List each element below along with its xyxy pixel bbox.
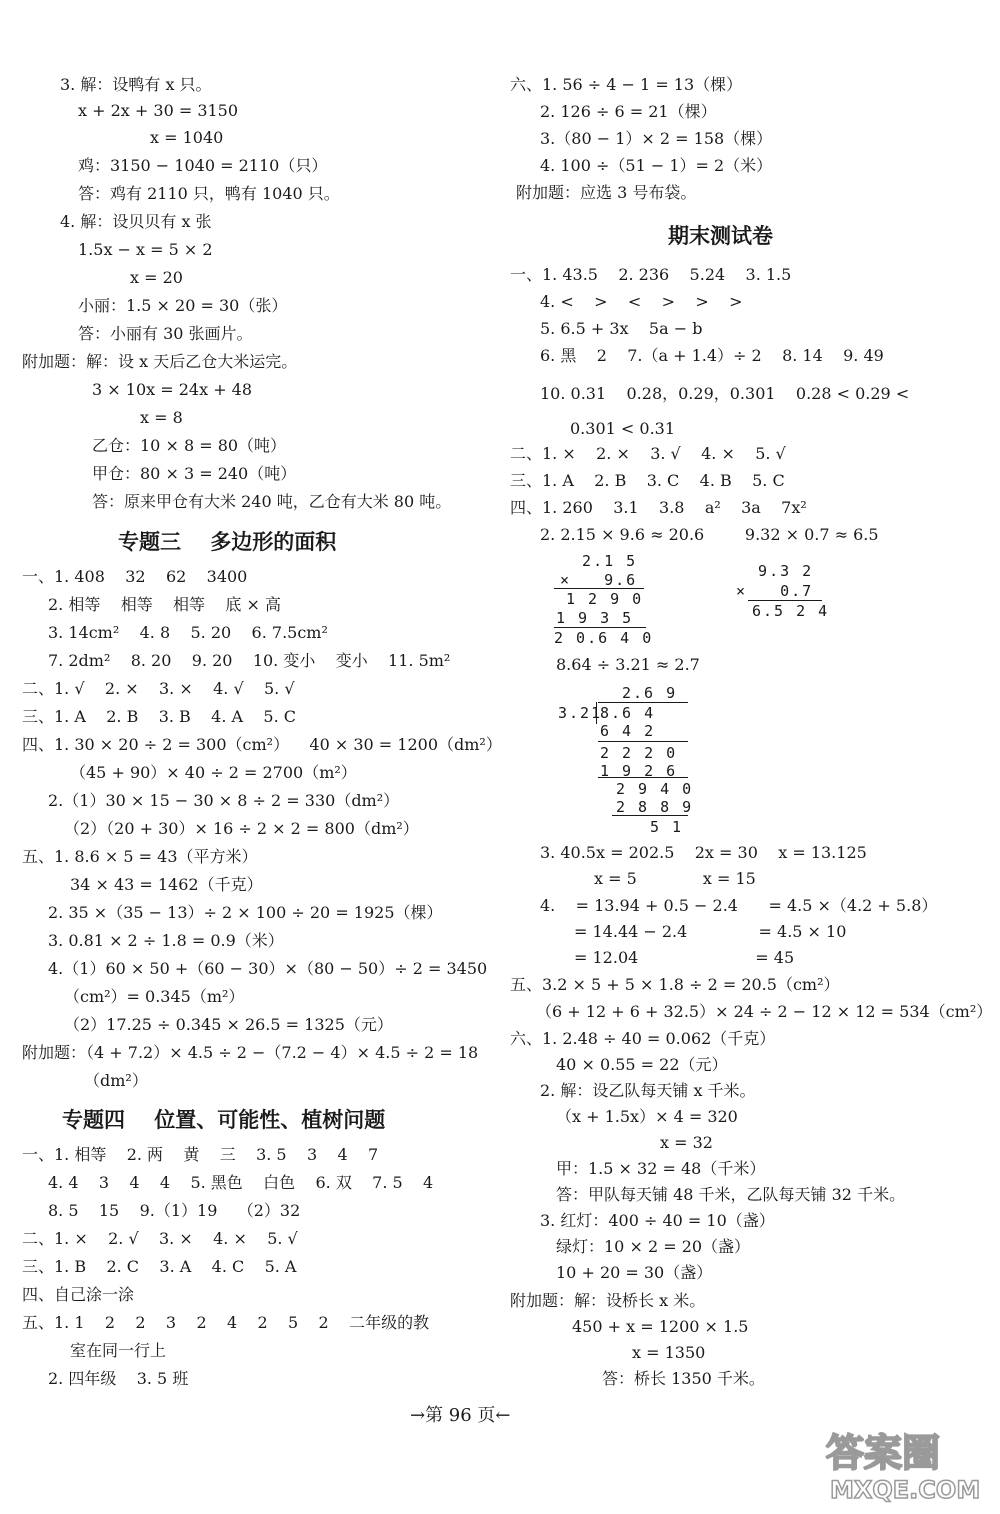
answer-line: 二、1. × 2. √ 3. × 4. × 5. √ bbox=[22, 1229, 298, 1248]
answer-line: 3. 解：设鸭有 x 只。 bbox=[60, 75, 212, 94]
answer-line: 五、1. 8.6 × 5 = 43（平方米） bbox=[22, 847, 258, 866]
answer-line: 450 + x = 1200 × 1.5 bbox=[572, 1317, 749, 1336]
answer-line: 绿灯：10 × 2 = 20（盏） bbox=[556, 1237, 751, 1256]
answer-line: 4. 100 ÷（51 − 1）= 2（米） bbox=[540, 156, 773, 175]
answer-line: 5. 6.5 + 3x 5a − b bbox=[540, 319, 703, 338]
answer-line: 附加题：（4 + 7.2）× 4.5 ÷ 2 −（7.2 − 4）× 4.5 ÷ 2 = 18 bbox=[22, 1043, 479, 1062]
answer-line: 附加题：应选 3 号布袋。 bbox=[516, 183, 697, 202]
answer-line: 四、1. 260 3.1 3.8 a² 3a 7x² bbox=[510, 498, 807, 517]
vertical-calc-row: 2 9 4 0 bbox=[616, 780, 694, 798]
answer-line: 4. 4 3 4 4 5. 黑色 白色 6. 双 7. 5 4 bbox=[48, 1173, 434, 1192]
svg-text:答案圈: 答案圈 bbox=[826, 1431, 941, 1475]
answer-line: 7. 2dm² 8. 20 9. 20 10. 变小 变小 11. 5m² bbox=[48, 651, 451, 670]
vertical-calc-row: × 9.6 bbox=[560, 571, 638, 589]
section-heading: 专题四 位置、可能性、植树问题 bbox=[62, 1108, 386, 1132]
answer-line: = 12.04 = 45 bbox=[574, 948, 795, 967]
answer-line: （2）17.25 ÷ 0.345 × 26.5 = 1325（元） bbox=[64, 1015, 393, 1034]
vertical-calc-row: 6.5 2 4 bbox=[752, 602, 830, 620]
vertical-calc-row: 2.1 5 bbox=[560, 552, 638, 570]
answer-line: 鸡：3150 − 1040 = 2110（只） bbox=[78, 156, 328, 175]
page-number: →第 96 页← bbox=[410, 1405, 511, 1426]
vertical-calc-row: 2.6 9 bbox=[622, 684, 678, 702]
vertical-calc-row: 8.6 4 bbox=[600, 704, 656, 722]
answer-line: 室在同一行上 bbox=[70, 1341, 167, 1360]
answer-line: 2. 四年级 3. 5 班 bbox=[48, 1369, 189, 1388]
vertical-calc-row: 6 4 2 bbox=[600, 722, 656, 740]
answer-line: 附加题：解：设桥长 x 米。 bbox=[510, 1291, 706, 1310]
answer-line: x = 32 bbox=[660, 1133, 713, 1152]
answer-line: 3. 0.81 × 2 ÷ 1.8 = 0.9（米） bbox=[48, 931, 284, 950]
answer-line: 3.（80 − 1）× 2 = 158（棵） bbox=[540, 129, 773, 148]
answer-line: 答：鸡有 2110 只，鸭有 1040 只。 bbox=[78, 184, 340, 203]
answer-line: 三、1. A 2. B 3. C 4. B 5. C bbox=[510, 471, 785, 490]
answer-line: 8. 5 15 9.（1）19 （2）32 bbox=[48, 1201, 301, 1220]
answer-line: x = 8 bbox=[140, 408, 183, 427]
answer-line: 三、1. B 2. C 3. A 4. C 5. A bbox=[22, 1257, 297, 1276]
answer-line: 4. = 13.94 + 0.5 − 2.4 = 4.5 ×（4.2 + 5.8） bbox=[540, 896, 938, 915]
answer-line: 二、1. × 2. × 3. √ 4. × 5. √ bbox=[510, 444, 786, 463]
vertical-calc-row: 9.3 2 bbox=[736, 562, 814, 580]
answer-line: 3. 14cm² 4. 8 5. 20 6. 7.5cm² bbox=[48, 623, 328, 642]
answer-line: 10. 0.31 0.28，0.29，0.301 0.28 < 0.29 < bbox=[540, 384, 910, 403]
answer-line: 五、3.2 × 5 + 5 × 1.8 ÷ 2 = 20.5（cm²） bbox=[510, 975, 840, 994]
answer-line: 2. 35 ×（35 − 13）÷ 2 × 100 ÷ 20 = 1925（棵） bbox=[48, 903, 443, 922]
answer-line: 一、1. 43.5 2. 236 5.24 3. 1.5 bbox=[510, 265, 792, 284]
answer-line: 1.5x − x = 5 × 2 bbox=[78, 240, 213, 259]
answer-line: 小丽：1.5 × 20 = 30（张） bbox=[78, 296, 288, 315]
answer-line: x + 2x + 30 = 3150 bbox=[78, 101, 239, 120]
answer-line: 附加题：解：设 x 天后乙仓大米运完。 bbox=[22, 352, 298, 371]
answer-line: 甲：1.5 × 32 = 48（千米） bbox=[556, 1159, 766, 1178]
answer-line: 答：甲队每天铺 48 千米，乙队每天铺 32 千米。 bbox=[556, 1185, 906, 1204]
vertical-calc-row: 3.21 bbox=[558, 704, 603, 722]
answer-line: 4.（1）60 × 50 +（60 − 30）×（80 − 50）÷ 2 = 3450 bbox=[48, 959, 488, 978]
vertical-calc-row: 2 2 2 0 bbox=[600, 744, 678, 762]
answer-line: 3. 红灯：400 ÷ 40 = 10（盏） bbox=[540, 1211, 775, 1230]
answer-line: 0.301 < 0.31 bbox=[570, 419, 676, 438]
answer-line: 3 × 10x = 24x + 48 bbox=[92, 380, 253, 399]
answer-line: x = 5 x = 15 bbox=[594, 869, 756, 888]
answer-line: 四、自己涂一涂 bbox=[22, 1285, 135, 1304]
calc-rule bbox=[554, 627, 646, 628]
answer-line: x = 1350 bbox=[632, 1343, 706, 1362]
vertical-calc-row: 1 9 2 6 bbox=[600, 762, 678, 780]
answer-line: 2. 解：设乙队每天铺 x 千米。 bbox=[540, 1081, 756, 1100]
calc-rule bbox=[748, 600, 822, 601]
answer-line: 34 × 43 = 1462（千克） bbox=[70, 875, 263, 894]
answer-line: 四、1. 30 × 20 ÷ 2 = 300（cm²） 40 × 30 = 1200（dm²） bbox=[22, 735, 502, 754]
answer-line: 3. 40.5x = 202.5 2x = 30 x = 13.125 bbox=[540, 843, 867, 862]
answer-line: 40 × 0.55 = 22（元） bbox=[556, 1055, 728, 1074]
answer-line: （x + 1.5x）× 4 = 320 bbox=[556, 1107, 738, 1126]
answer-line: （6 + 12 + 6 + 32.5）× 24 ÷ 2 − 12 × 12 = 534（cm²） bbox=[536, 1002, 993, 1021]
answer-line: 答：原来甲仓有大米 240 吨，乙仓有大米 80 吨。 bbox=[92, 492, 452, 511]
answer-line: 乙仓：10 × 8 = 80（吨） bbox=[92, 436, 287, 455]
answer-line: 答：桥长 1350 千米。 bbox=[602, 1369, 765, 1388]
answer-line: 一、1. 相等 2. 两 黄 三 3. 5 3 4 7 bbox=[22, 1145, 379, 1164]
answer-line: 六、1. 56 ÷ 4 − 1 = 13（棵） bbox=[510, 75, 743, 94]
answer-line: 五、1. 1 2 2 3 2 4 2 5 2 二年级的教 bbox=[22, 1313, 430, 1332]
answer-line: 8.64 ÷ 3.21 ≈ 2.7 bbox=[556, 655, 700, 674]
section-heading: 期末测试卷 bbox=[668, 224, 773, 248]
answer-line: 2.（1）30 × 15 − 30 × 8 ÷ 2 = 330（dm²） bbox=[48, 791, 400, 810]
answer-line: x = 20 bbox=[130, 268, 183, 287]
vertical-calc-row: 2 8 8 9 bbox=[616, 798, 694, 816]
section-heading: 专题三 多边形的面积 bbox=[118, 530, 337, 554]
answer-line: 2. 相等 相等 相等 底 × 高 bbox=[48, 595, 281, 614]
vertical-calc-row: 1 2 9 0 bbox=[566, 590, 644, 608]
calc-rule bbox=[598, 741, 688, 742]
answer-line: 答：小丽有 30 张画片。 bbox=[78, 324, 253, 343]
answer-line: 甲仓：80 × 3 = 240（吨） bbox=[92, 464, 297, 483]
division-bar bbox=[598, 702, 688, 703]
answer-line: 2. 126 ÷ 6 = 21（棵） bbox=[540, 102, 717, 121]
vertical-calc-row: × 0.7 bbox=[736, 582, 814, 600]
answer-line: 一、1. 408 32 62 3400 bbox=[22, 567, 248, 586]
answer-line: （2）（20 + 30）× 16 ÷ 2 × 2 = 800（dm²） bbox=[64, 819, 419, 838]
answer-line: 10 + 20 = 30（盏） bbox=[556, 1263, 713, 1282]
answer-line: （dm²） bbox=[84, 1071, 148, 1090]
answer-line: 六、1. 2.48 ÷ 40 = 0.062（千克） bbox=[510, 1029, 776, 1048]
answer-line: 6. 黑 2 7.（a + 1.4）÷ 2 8. 14 9. 49 bbox=[540, 346, 884, 365]
answer-line: = 14.44 − 2.4 = 4.5 × 10 bbox=[574, 922, 847, 941]
answer-line: （cm²）= 0.345（m²） bbox=[64, 987, 245, 1006]
vertical-calc-row: 5 1 bbox=[650, 818, 684, 836]
vertical-calc-row: 1 9 3 5 bbox=[556, 609, 634, 627]
answer-line: x = 1040 bbox=[150, 128, 224, 147]
svg-text:MXQE.COM: MXQE.COM bbox=[830, 1476, 981, 1504]
vertical-calc-row: 2 0.6 4 0 bbox=[554, 629, 654, 647]
answer-line: （45 + 90）× 40 ÷ 2 = 2700（m²） bbox=[70, 763, 357, 782]
answer-line: 4. 解：设贝贝有 x 张 bbox=[60, 212, 212, 231]
answer-line: 三、1. A 2. B 3. B 4. A 5. C bbox=[22, 707, 297, 726]
answer-line: 2. 2.15 × 9.6 ≈ 20.6 9.32 × 0.7 ≈ 6.5 bbox=[540, 525, 879, 544]
answer-line: 二、1. √ 2. × 3. × 4. √ 5. √ bbox=[22, 679, 295, 698]
answer-line: 4. < > < > > > bbox=[540, 292, 743, 311]
watermark-logo bbox=[820, 1422, 990, 1506]
